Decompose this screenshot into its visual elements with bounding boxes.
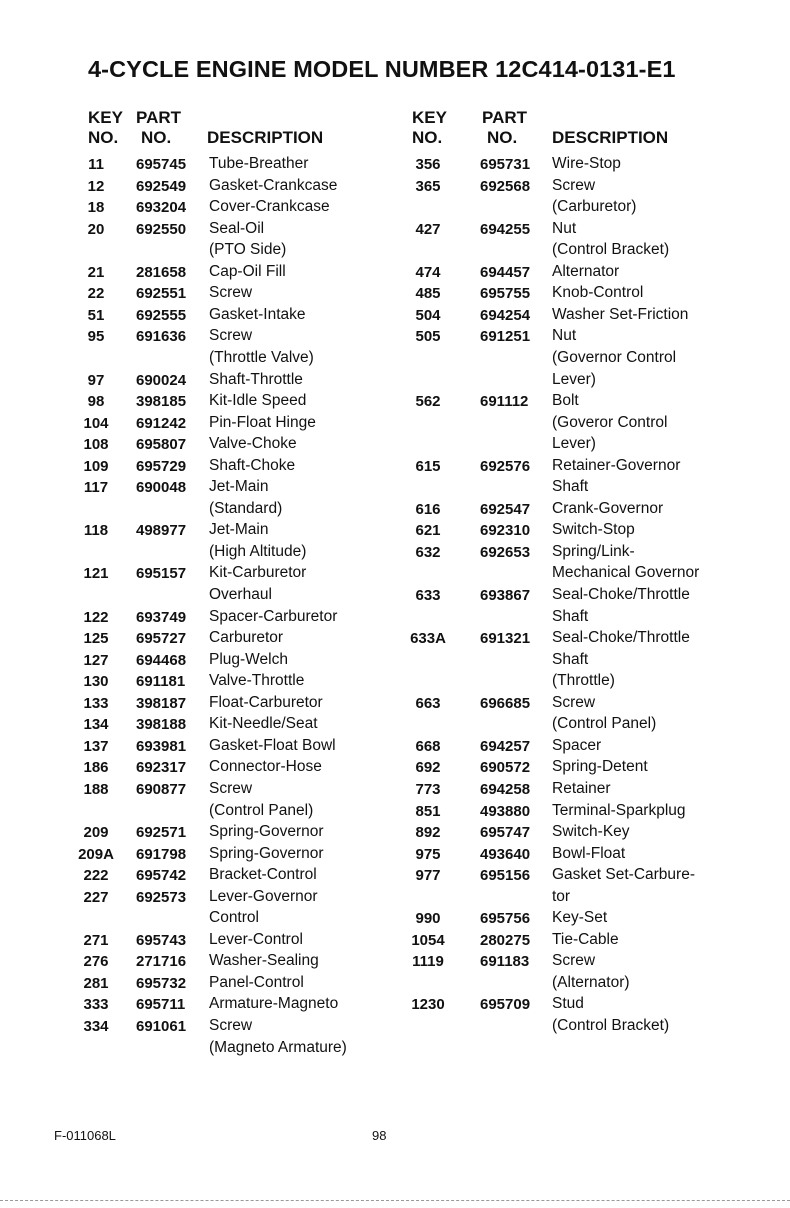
document-id: F-011068L <box>54 1128 116 1143</box>
part-description: Spacer-Carburetor <box>209 607 338 625</box>
part-number: 693749 <box>136 608 187 626</box>
part-number: 398187 <box>136 694 187 712</box>
part-number: 695729 <box>136 457 187 475</box>
part-number: 692571 <box>136 824 187 842</box>
part-description: Wire-Stop <box>552 155 621 172</box>
part-number: 694254 <box>480 306 531 324</box>
part-number: 692573 <box>136 888 187 906</box>
key-number: 209 <box>83 824 109 842</box>
part-description-continued: (Alternator) <box>552 973 630 991</box>
key-number: 333 <box>83 996 109 1014</box>
part-number: 695731 <box>480 156 531 173</box>
part-description: Carburetor <box>209 629 284 647</box>
key-number: 365 <box>415 177 441 195</box>
page-title: 4-CYCLE ENGINE MODEL NUMBER 12C414-0131-E1 <box>88 56 676 82</box>
part-header-top: PART <box>482 108 528 127</box>
part-number: 398185 <box>136 393 187 411</box>
right-description-header: DESCRIPTION <box>552 128 669 147</box>
part-number: 694255 <box>480 220 531 238</box>
part-description: Nut <box>552 327 577 345</box>
part-number: 498977 <box>136 522 187 540</box>
key-header-bottom: NO. <box>88 128 119 147</box>
part-description: Screw <box>209 1017 253 1034</box>
key-number: 474 <box>415 263 441 281</box>
part-description-continued: (Control Panel) <box>552 715 657 733</box>
right-part-header <box>482 108 527 148</box>
key-number: 109 <box>83 457 109 475</box>
key-number: 118 <box>83 522 109 540</box>
part-number: 692555 <box>136 306 187 324</box>
part-number: 695732 <box>136 974 187 992</box>
key-number: 633 <box>415 587 441 604</box>
part-description: Washer-Sealing <box>209 952 319 970</box>
part-number: 690572 <box>480 759 531 777</box>
part-number: 695711 <box>136 996 186 1014</box>
part-number: 690024 <box>136 371 187 389</box>
part-number: 693867 <box>480 587 531 604</box>
part-number: 692653 <box>480 543 531 561</box>
key-header-top: KEY <box>88 108 123 127</box>
key-number: 97 <box>87 371 105 389</box>
part-description-continued: Mechanical Governor <box>552 564 700 582</box>
part-description: Screw <box>552 176 596 194</box>
key-header-bottom: NO. <box>412 128 443 147</box>
part-description: Tie-Cable <box>552 930 619 948</box>
part-number: 695755 <box>480 285 531 303</box>
part-description: Nut <box>552 219 577 237</box>
key-number: 188 <box>83 780 109 798</box>
part-number: 281658 <box>136 263 187 281</box>
key-number: 11 <box>88 156 104 173</box>
part-number: 695742 <box>136 867 187 885</box>
part-description-continued: Control <box>209 909 259 927</box>
part-number: 695756 <box>480 910 531 928</box>
part-description: Bowl-Float <box>552 844 626 862</box>
part-number: 691183 <box>480 953 530 971</box>
part-number: 692310 <box>480 522 531 540</box>
key-number: 692 <box>415 759 441 777</box>
key-number: 505 <box>415 328 441 346</box>
part-description-continued: (Governor Control <box>552 348 677 366</box>
part-number: 692317 <box>136 759 187 777</box>
key-number: 12 <box>87 177 105 195</box>
part-number: 691181 <box>136 673 186 691</box>
key-number: 975 <box>415 845 441 863</box>
part-number: 695156 <box>480 867 531 885</box>
key-number: 137 <box>83 737 109 755</box>
part-number: 694457 <box>480 263 531 281</box>
key-number: 227 <box>83 888 109 906</box>
key-number: 130 <box>83 673 109 691</box>
key-number: 621 <box>415 522 441 540</box>
part-description: Spring-Governor <box>209 844 324 862</box>
key-number: 95 <box>87 328 105 346</box>
part-description-continued: (Standard) <box>209 499 283 517</box>
part-number: 692576 <box>480 457 531 475</box>
part-description: Bolt <box>552 392 579 410</box>
part-description: Kit-Idle Speed <box>209 392 307 410</box>
key-number: 773 <box>415 780 441 798</box>
part-description-continued: (Control Bracket) <box>552 1017 670 1034</box>
part-description: Screw <box>552 693 596 711</box>
part-description: Washer Set-Friction <box>552 305 689 323</box>
part-number: 691251 <box>480 328 531 346</box>
key-number: 616 <box>415 500 441 518</box>
part-number: 693981 <box>136 737 187 755</box>
part-description: Switch-Key <box>552 823 630 841</box>
part-description: Shaft-Throttle <box>209 370 303 388</box>
part-description-continued: tor <box>552 887 571 905</box>
part-number: 691112 <box>480 393 529 411</box>
key-number: 134 <box>83 716 109 734</box>
part-description: Float-Carburetor <box>209 693 323 711</box>
part-number: 691321 <box>480 630 531 648</box>
part-description: Kit-Needle/Seat <box>209 715 318 733</box>
part-header-bottom: NO. <box>487 128 518 147</box>
key-number: 20 <box>87 220 105 238</box>
part-number: 692550 <box>136 220 187 238</box>
key-header-top: KEY <box>412 108 447 127</box>
part-number: 695745 <box>136 156 187 173</box>
part-description: Kit-Carburetor <box>209 564 307 582</box>
part-description: Gasket-Intake <box>209 305 306 323</box>
part-description: Knob-Control <box>552 284 644 302</box>
key-number: 209A <box>78 845 114 863</box>
key-number: 485 <box>415 285 441 303</box>
part-number: 692568 <box>480 177 531 195</box>
part-description-continued: Shaft <box>552 650 589 668</box>
part-description: Seal-Oil <box>209 219 265 237</box>
part-description-continued: (PTO Side) <box>209 241 287 259</box>
part-number: 691798 <box>136 845 187 863</box>
key-number: 271 <box>83 931 109 949</box>
part-number: 695709 <box>480 996 531 1014</box>
key-number: 122 <box>83 608 109 626</box>
part-description: Lever-Governor <box>209 887 318 905</box>
part-description: Gasket-Crankcase <box>209 176 338 194</box>
part-description: Terminal-Sparkplug <box>552 801 686 819</box>
part-number: 692549 <box>136 177 187 195</box>
part-description: Valve-Throttle <box>209 672 305 690</box>
key-number: 334 <box>83 1018 109 1035</box>
part-number: 696685 <box>480 694 531 712</box>
part-description-continued: (Magneto Armature) <box>209 1038 347 1056</box>
part-description-continued: (Throttle) <box>552 672 615 690</box>
part-description: Screw <box>552 952 596 970</box>
page-edge-rule <box>0 1200 790 1201</box>
key-number: 504 <box>415 306 441 324</box>
part-description: Valve-Choke <box>209 435 297 453</box>
right-key-header <box>412 108 447 148</box>
part-header-top: PART <box>136 108 182 127</box>
part-description: Alternator <box>552 262 620 280</box>
part-number: 695157 <box>136 565 187 583</box>
part-description-continued: Lever) <box>552 370 596 388</box>
key-number: 1054 <box>411 931 445 949</box>
key-number: 276 <box>83 953 109 971</box>
left-key-header <box>88 108 123 148</box>
part-description-continued: (High Altitude) <box>209 542 307 560</box>
part-number: 691636 <box>136 328 187 346</box>
part-description: Spacer <box>552 736 602 754</box>
key-number: 562 <box>415 393 441 411</box>
part-description: Spring/Link- <box>552 542 635 560</box>
part-number: 694257 <box>480 737 531 755</box>
key-number: 117 <box>83 479 109 497</box>
key-number: 892 <box>415 824 441 842</box>
key-number: 977 <box>415 867 441 885</box>
part-description: Cap-Oil Fill <box>209 262 286 280</box>
key-number: 108 <box>83 436 109 454</box>
part-description: Gasket Set-Carbure- <box>552 866 695 884</box>
key-number: 222 <box>83 867 109 885</box>
part-number: 695743 <box>136 931 187 949</box>
part-description: Bracket-Control <box>209 866 317 884</box>
key-number: 356 <box>415 156 441 173</box>
part-description: Tube-Breather <box>209 155 309 172</box>
key-number: 127 <box>83 651 109 669</box>
part-description: Armature-Magneto <box>209 995 339 1013</box>
part-number: 690048 <box>136 479 187 497</box>
part-description: Switch-Stop <box>552 521 635 539</box>
part-number: 280275 <box>480 931 531 949</box>
key-number: 1119 <box>412 953 444 971</box>
part-number: 694258 <box>480 780 531 798</box>
part-description: Key-Set <box>552 909 608 927</box>
part-number: 692551 <box>136 285 187 303</box>
part-description: Gasket-Float Bowl <box>209 736 336 754</box>
part-number: 493640 <box>480 845 531 863</box>
key-number: 427 <box>415 220 441 238</box>
part-description: Stud <box>552 995 584 1013</box>
part-number: 271716 <box>136 953 187 971</box>
part-number: 693204 <box>136 199 187 217</box>
key-number: 632 <box>415 543 441 561</box>
part-description: Retainer-Governor <box>552 456 681 474</box>
part-description-continued: (Throttle Valve) <box>209 348 314 366</box>
part-description: Lever-Control <box>209 930 303 948</box>
part-description-continued: Shaft <box>552 478 589 496</box>
page-number: 98 <box>372 1128 387 1143</box>
key-number: 98 <box>87 393 105 411</box>
part-number: 695807 <box>136 436 187 454</box>
part-number: 398188 <box>136 716 187 734</box>
key-number: 1230 <box>411 996 445 1014</box>
key-number: 125 <box>83 630 109 648</box>
part-number: 694468 <box>136 651 187 669</box>
part-description: Crank-Governor <box>552 499 664 517</box>
key-number: 104 <box>83 414 109 432</box>
key-number: 186 <box>83 759 109 777</box>
part-description-continued: Lever) <box>552 435 596 453</box>
key-number: 851 <box>415 802 441 820</box>
part-number: 692547 <box>480 500 531 518</box>
key-number: 121 <box>83 565 109 583</box>
part-description: Screw <box>209 284 253 302</box>
key-number: 51 <box>87 306 105 324</box>
part-description-continued: (Carburetor) <box>552 198 637 216</box>
part-description: Jet-Main <box>209 478 269 496</box>
part-description-continued: (Control Bracket) <box>552 241 670 259</box>
part-description: Seal-Choke/Throttle <box>552 586 690 603</box>
key-number: 633A <box>410 630 446 648</box>
part-header-bottom: NO. <box>141 128 172 147</box>
key-number: 615 <box>415 457 441 475</box>
part-number: 690877 <box>136 780 187 798</box>
part-description: Connector-Hose <box>209 758 322 776</box>
part-description: Jet-Main <box>209 521 269 539</box>
key-number: 663 <box>415 694 441 712</box>
part-description: Spring-Detent <box>552 758 648 776</box>
part-number: 691242 <box>136 414 187 432</box>
part-description: Cover-Crankcase <box>209 198 330 216</box>
part-description-continued: (Goveror Control <box>552 413 668 431</box>
part-description: Screw <box>209 327 253 345</box>
key-number: 21 <box>87 263 105 281</box>
part-number: 695727 <box>136 630 187 648</box>
part-description: Screw <box>209 779 253 797</box>
part-description: Panel-Control <box>209 973 304 991</box>
key-number: 133 <box>83 694 109 712</box>
part-description-continued: Overhaul <box>209 586 272 603</box>
part-description: Plug-Welch <box>209 650 288 668</box>
part-description: Seal-Choke/Throttle <box>552 629 690 647</box>
left-description-header: DESCRIPTION <box>207 128 324 147</box>
part-number: 691061 <box>136 1018 187 1035</box>
key-number: 18 <box>87 199 105 217</box>
part-number: 493880 <box>480 802 531 820</box>
left-part-header <box>136 108 181 148</box>
key-number: 281 <box>83 974 109 992</box>
part-description: Pin-Float Hinge <box>209 413 316 431</box>
part-number: 695747 <box>480 824 531 842</box>
key-number: 668 <box>415 737 441 755</box>
part-description: Shaft-Choke <box>209 456 296 474</box>
part-description: Retainer <box>552 779 611 797</box>
part-description-continued: Shaft <box>552 607 589 625</box>
part-description-continued: (Control Panel) <box>209 801 314 819</box>
key-number: 22 <box>87 285 105 303</box>
part-description: Spring-Governor <box>209 823 324 841</box>
key-number: 990 <box>415 910 441 928</box>
